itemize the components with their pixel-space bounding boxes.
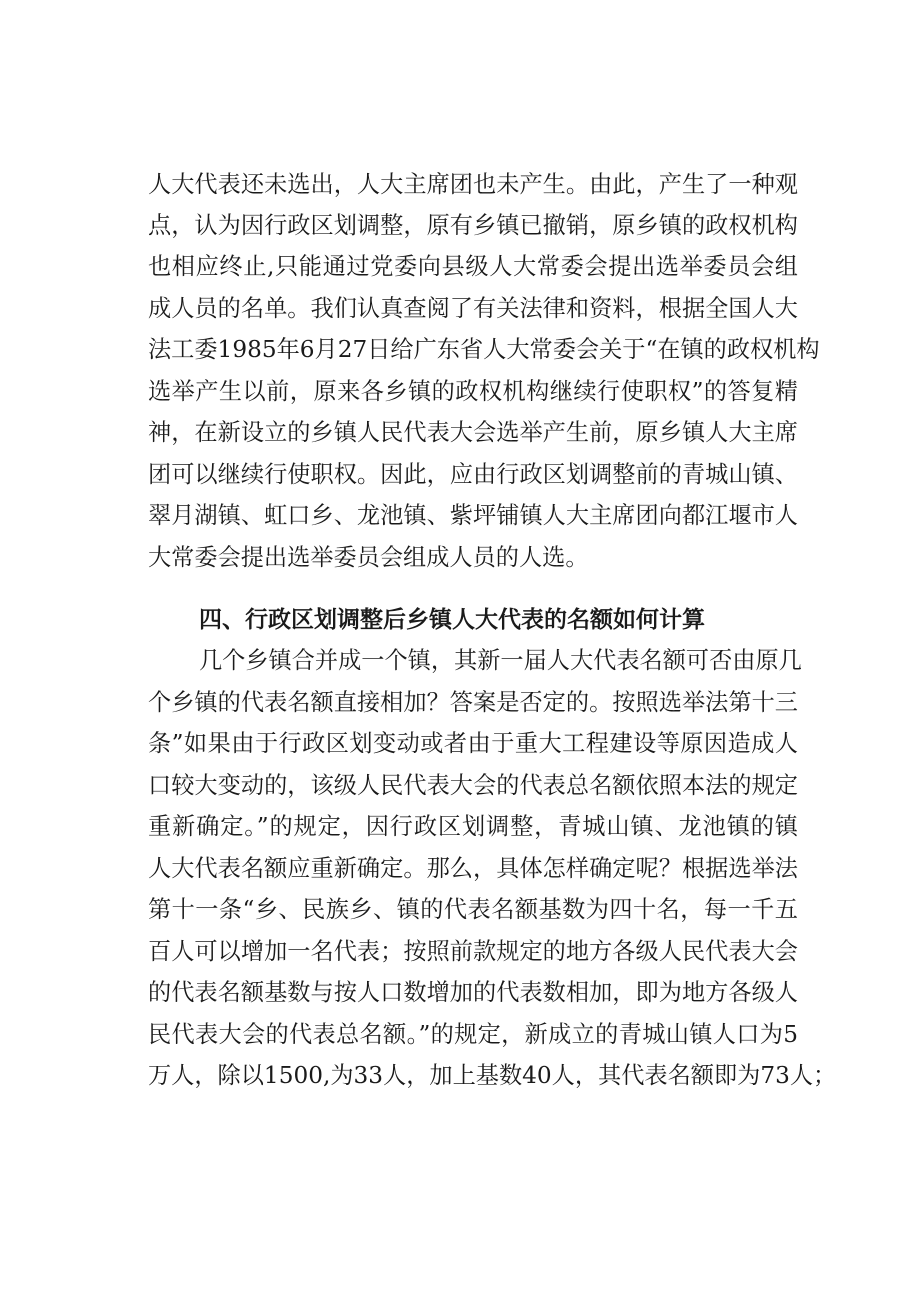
paragraph-2-line-3: 条”如果由于行政区划变动或者由于重大工程建设等原因造成人 (148, 730, 798, 757)
paragraph-2-line-11: 万人，除以1500,为33人，加上基数40人，其代表名额即为73人； (148, 1062, 837, 1089)
paragraph-2-line-5: 重新确定。”的规定，因行政区划调整，青城山镇、龙池镇的镇 (148, 813, 798, 840)
paragraph-2-line-9: 的代表名额基数与按人口数增加的代表数相加，即为地方各级人 (148, 979, 798, 1006)
paragraph-1-line-4: 成人员的名单。我们认真查阅了有关法律和资料，根据全国人大 (148, 295, 798, 322)
paragraph-2-line-2: 个乡镇的代表名额直接相加？答案是否定的。按照选举法第十三 (148, 689, 798, 716)
paragraph-1-line-7: 神，在新设立的乡镇人民代表大会选举产生前，原乡镇人大主席 (148, 419, 798, 446)
paragraph-2-line-1: 几个乡镇合并成一个镇，其新一届人大代表名额可否由原几 (199, 647, 802, 674)
section-heading: 四、行政区划调整后乡镇人大代表的名额如何计算 (199, 607, 705, 633)
paragraph-2-line-8: 百人可以增加一名代表；按照前款规定的地方各级人民代表大会 (148, 938, 798, 965)
paragraph-1-line-1: 人大代表还未选出，人大主席团也未产生。由此，产生了一种观 (148, 171, 798, 198)
paragraph-1-line-8: 团可以继续行使职权。因此，应由行政区划调整前的青城山镇、 (148, 461, 798, 488)
paragraph-2-line-4: 口较大变动的，该级人民代表大会的代表总名额依照本法的规定 (148, 772, 798, 799)
paragraph-1-line-3: 也相应终止,只能通过党委向县级人大常委会提出选举委员会组 (148, 253, 798, 280)
paragraph-1-line-5: 法工委1985年6月27日给广东省人大常委会关于“在镇的政权机构 (148, 336, 820, 363)
paragraph-1-line-2: 点，认为因行政区划调整，原有乡镇已撤销，原乡镇的政权机构 (148, 212, 798, 239)
paragraph-2-line-6: 人大代表名额应重新确定。那么，具体怎样确定呢？根据选举法 (148, 855, 798, 882)
paragraph-1-line-10: 大常委会提出选举委员会组成人员的人选。 (148, 544, 589, 571)
paragraph-2-line-10: 民代表大会的代表总名额。”的规定，新成立的青城山镇人口为5 (148, 1021, 798, 1048)
paragraph-1-line-6: 选举产生以前，原来各乡镇的政权机构继续行使职权”的答复精 (148, 378, 798, 405)
paragraph-2-line-7: 第十一条“乡、民族乡、镇的代表名额基数为四十名，每一千五 (148, 896, 798, 923)
paragraph-1-line-9: 翠月湖镇、虹口乡、龙池镇、紫坪铺镇人大主席团向都江堰市人 (148, 502, 798, 529)
